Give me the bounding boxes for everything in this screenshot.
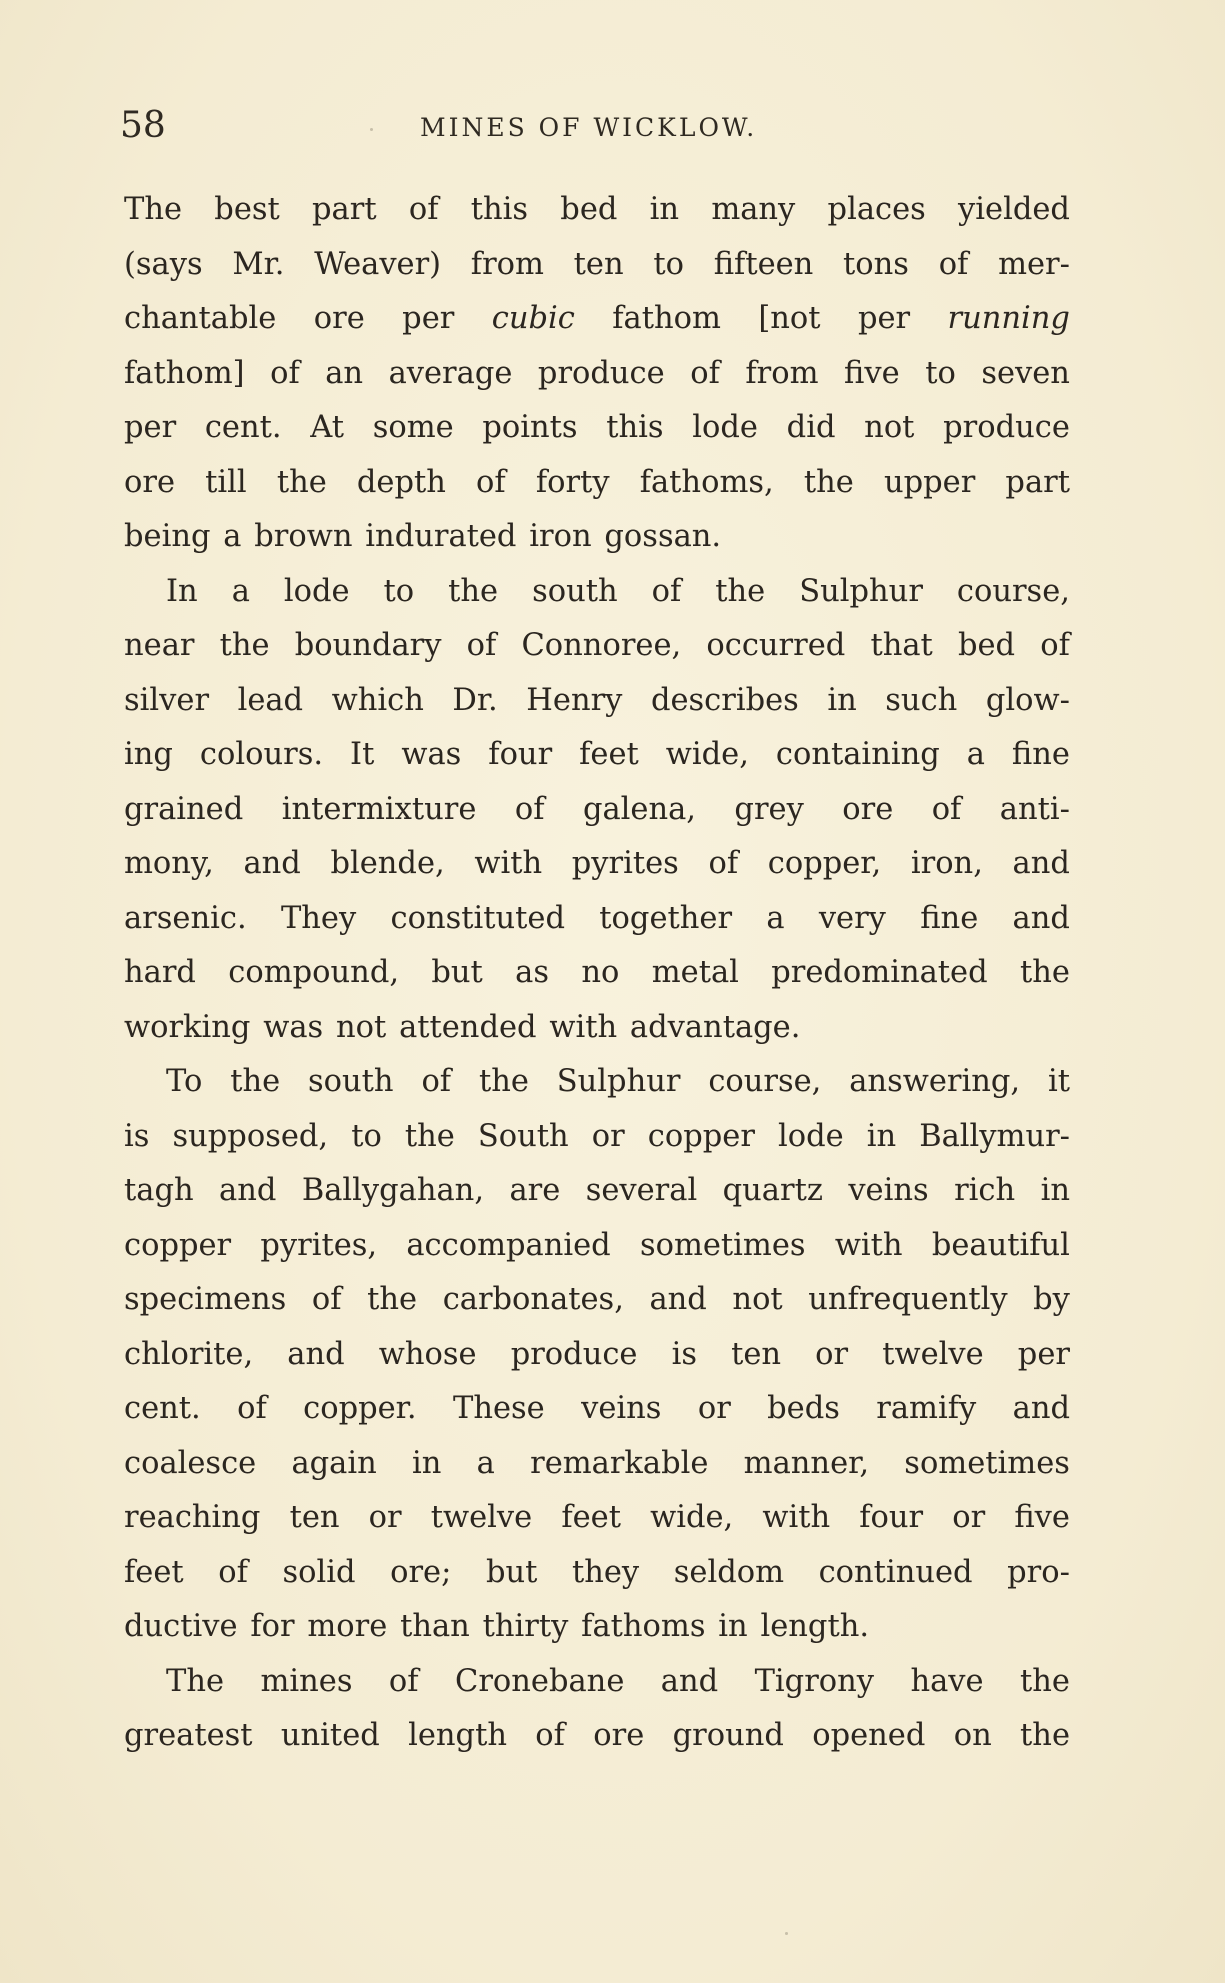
word: opened: [812, 1718, 926, 1753]
word: seven: [981, 355, 1070, 391]
word: on: [953, 1718, 992, 1753]
word: colours.: [199, 737, 324, 772]
word: anti-: [999, 791, 1070, 827]
word: again: [291, 1445, 377, 1481]
word: many: [711, 192, 796, 227]
word: of: [514, 791, 545, 827]
word: together: [599, 900, 733, 936]
word: fathoms: [581, 1609, 706, 1644]
word: points: [482, 410, 578, 445]
word: The: [124, 192, 183, 227]
word: depth: [356, 464, 446, 500]
word: not: [732, 1282, 783, 1317]
word: per: [402, 301, 455, 336]
word: in: [1040, 1173, 1070, 1208]
word: in: [866, 1118, 897, 1154]
word: produce: [510, 1336, 638, 1372]
word: lode: [692, 410, 758, 445]
word: The: [166, 1663, 225, 1699]
word: galena,: [582, 791, 696, 827]
text-line: [124, 238, 1070, 293]
word: mer-: [998, 246, 1070, 282]
word: These: [452, 1391, 545, 1426]
word: and: [287, 1336, 345, 1372]
text-line: [124, 565, 1070, 620]
text-line: [124, 1709, 1070, 1764]
text-line: [124, 347, 1070, 402]
word: with: [549, 1009, 618, 1045]
word: this: [606, 410, 664, 445]
text-line: [124, 292, 1070, 347]
word: accompanied: [406, 1227, 611, 1263]
word: such: [885, 682, 958, 718]
word: of: [270, 355, 300, 391]
word: whose: [378, 1336, 477, 1372]
text-line: [124, 1110, 1070, 1165]
word: Sulphur: [799, 573, 923, 609]
word: or: [697, 1391, 731, 1426]
word: it: [1047, 1064, 1070, 1099]
word: Ballymur-: [919, 1118, 1070, 1154]
word: silver: [124, 682, 210, 718]
word: bed: [957, 628, 1016, 663]
word: feet: [124, 1554, 184, 1590]
word: wide,: [665, 737, 749, 772]
word: cent.: [204, 410, 282, 445]
word: Mr.: [232, 246, 285, 282]
word: or: [368, 1500, 402, 1535]
word: working: [124, 1009, 251, 1045]
word: cubic: [491, 301, 575, 336]
word: copper: [647, 1118, 755, 1154]
word: South: [477, 1118, 569, 1154]
word: fine: [920, 900, 979, 936]
word: a: [766, 900, 785, 936]
word: ten: [289, 1500, 340, 1535]
word: they: [571, 1554, 640, 1590]
text-line: [124, 728, 1070, 783]
page-header: [120, 105, 1070, 155]
word: some: [372, 410, 454, 445]
word: best: [214, 192, 280, 227]
word: the: [478, 1064, 529, 1099]
word: not: [336, 1009, 387, 1045]
word: fine: [1011, 737, 1070, 772]
text-line: [124, 1655, 1070, 1710]
word: of: [1040, 628, 1070, 663]
word: feet: [561, 1500, 621, 1535]
word: iron: [529, 519, 592, 554]
word: of: [651, 573, 682, 609]
word: length: [408, 1718, 507, 1753]
word: of: [708, 846, 739, 881]
word: ore;: [390, 1554, 452, 1590]
word: intermixture: [281, 791, 477, 827]
word: forty: [535, 464, 610, 500]
paper-speck: [785, 1932, 788, 1935]
word: an: [325, 355, 364, 391]
word: copper,: [767, 846, 882, 881]
word: have: [910, 1663, 984, 1699]
word: a: [966, 737, 985, 772]
word: course,: [708, 1064, 822, 1099]
word: sometimes: [904, 1445, 1070, 1481]
word: At: [310, 410, 345, 445]
word: tagh: [124, 1173, 194, 1208]
word: ten: [731, 1336, 782, 1372]
word: to: [351, 1118, 382, 1154]
word: manner,: [743, 1445, 870, 1481]
text-line: [124, 892, 1070, 947]
word: cent.: [124, 1391, 201, 1426]
word: iron,: [910, 846, 983, 881]
word: a: [476, 1445, 495, 1481]
text-line: [124, 1273, 1070, 1328]
word: Ballygahan,: [301, 1173, 485, 1208]
word: of: [476, 464, 506, 500]
word: is: [671, 1336, 697, 1372]
word: to: [653, 246, 684, 282]
word: pyrites: [571, 846, 679, 881]
word: metal: [651, 955, 739, 990]
word: arsenic.: [124, 900, 247, 936]
word: containing: [775, 737, 940, 772]
word: gossan.: [604, 519, 722, 554]
word: of: [311, 1282, 342, 1317]
word: lead: [237, 682, 304, 718]
word: (says: [124, 246, 203, 282]
word: fathoms,: [639, 464, 774, 500]
word: and: [660, 1663, 719, 1699]
word: To: [166, 1064, 203, 1099]
word: a: [231, 573, 250, 609]
word: ore: [842, 791, 894, 827]
text-line: [124, 1001, 1070, 1056]
word: was: [401, 737, 462, 772]
word: hard: [124, 955, 196, 990]
word: but: [431, 955, 483, 990]
text-line: [124, 456, 1070, 511]
word: continued: [818, 1554, 973, 1590]
word: with: [834, 1227, 903, 1263]
word: upper: [883, 464, 976, 500]
word: feet: [579, 737, 639, 772]
word: a: [223, 519, 242, 554]
word: twelve: [430, 1500, 533, 1535]
word: ore: [124, 464, 175, 500]
word: grained: [124, 791, 244, 827]
word: the: [404, 1118, 455, 1154]
word: reaching: [124, 1500, 261, 1535]
word: very: [818, 900, 886, 936]
word: in: [718, 1609, 748, 1644]
word: carbonates,: [442, 1282, 624, 1317]
word: tons: [843, 246, 909, 282]
page-number: 58: [120, 105, 166, 146]
word: fathom: [612, 301, 721, 336]
word: or: [815, 1336, 849, 1372]
word: unfrequently: [808, 1282, 1008, 1317]
word: till: [205, 464, 247, 500]
word: remarkable: [530, 1445, 709, 1481]
word: Weaver): [314, 246, 442, 282]
word: blende,: [330, 846, 445, 881]
word: of: [938, 246, 969, 282]
word: as: [515, 955, 550, 990]
word: being: [124, 519, 211, 554]
word: per: [857, 301, 911, 336]
word: south: [308, 1064, 394, 1099]
word: to: [925, 355, 956, 391]
word: from: [470, 246, 544, 282]
word: [not: [758, 301, 821, 336]
word: seldom: [673, 1554, 785, 1590]
word: lode: [777, 1118, 844, 1154]
word: advantage.: [629, 1009, 801, 1045]
text-line: [124, 1382, 1070, 1437]
word: veins: [848, 1173, 929, 1208]
word: and: [649, 1282, 707, 1317]
word: united: [280, 1718, 380, 1753]
word: Sulphur: [556, 1064, 681, 1099]
word: fathom]: [124, 355, 245, 391]
text-line: [124, 946, 1070, 1001]
word: did: [786, 410, 836, 445]
text-line: [124, 1328, 1070, 1383]
word: and: [243, 846, 301, 881]
word: running: [947, 301, 1070, 336]
word: beds: [767, 1391, 840, 1426]
word: but: [485, 1554, 538, 1590]
body-text: [124, 183, 1070, 1764]
word: ten: [573, 246, 624, 282]
word: sometimes: [639, 1227, 806, 1263]
word: the: [367, 1282, 418, 1317]
word: lode: [283, 573, 350, 609]
word: no: [581, 955, 620, 990]
word: in: [412, 1445, 442, 1481]
text-line: [124, 1491, 1070, 1546]
word: per: [124, 410, 177, 445]
word: wide,: [650, 1500, 734, 1535]
word: mony,: [124, 846, 214, 881]
word: the: [715, 573, 766, 609]
word: attended: [399, 1009, 537, 1045]
word: not: [864, 410, 915, 445]
paper-speck: [370, 128, 373, 131]
word: bed: [560, 192, 618, 227]
word: the: [276, 464, 327, 500]
word: describes: [650, 682, 799, 718]
word: of: [421, 1064, 452, 1099]
word: places: [827, 192, 926, 227]
word: pyrites,: [260, 1227, 378, 1263]
word: Henry: [526, 682, 623, 718]
word: coalesce: [124, 1445, 257, 1481]
word: near: [124, 628, 195, 663]
word: mines: [260, 1663, 353, 1699]
word: the: [803, 464, 854, 500]
text-line: [124, 837, 1070, 892]
word: predominated: [771, 955, 988, 990]
word: quartz: [722, 1173, 823, 1208]
word: per: [1017, 1336, 1070, 1372]
word: part: [1005, 464, 1070, 500]
word: chlorite,: [124, 1336, 254, 1372]
word: course,: [956, 573, 1070, 609]
word: of: [237, 1391, 267, 1426]
text-line: [124, 1055, 1070, 1110]
word: the: [1019, 955, 1070, 990]
word: of: [535, 1718, 565, 1753]
word: and: [1012, 846, 1070, 881]
word: than: [400, 1609, 470, 1644]
word: five: [1014, 1500, 1070, 1535]
word: the: [230, 1064, 281, 1099]
word: the: [1020, 1718, 1070, 1753]
text-line: [124, 674, 1070, 729]
word: for: [250, 1609, 295, 1644]
word: copper.: [303, 1391, 417, 1426]
word: copper: [124, 1227, 232, 1263]
word: yielded: [958, 192, 1070, 227]
word: of: [690, 355, 720, 391]
word: glow-: [985, 682, 1070, 718]
word: ramify: [876, 1391, 977, 1426]
word: produce: [537, 355, 665, 391]
text-line: [124, 401, 1070, 456]
word: grey: [734, 791, 804, 827]
word: Cronebane: [455, 1663, 625, 1699]
word: thirty: [482, 1609, 569, 1644]
word: are: [509, 1173, 561, 1208]
word: produce: [943, 410, 1070, 445]
word: the: [448, 573, 499, 609]
word: indurated: [365, 519, 517, 554]
word: the: [1019, 1663, 1070, 1699]
word: with: [762, 1500, 831, 1535]
word: veins: [581, 1391, 662, 1426]
word: four: [859, 1500, 924, 1535]
word: answering,: [849, 1064, 1021, 1099]
word: length.: [760, 1609, 870, 1644]
text-line: [124, 1219, 1070, 1274]
running-head: MINES OF WICKLOW.: [420, 113, 758, 142]
word: average: [388, 355, 513, 391]
word: in: [649, 192, 680, 227]
word: of: [931, 791, 962, 827]
word: specimens: [124, 1282, 287, 1317]
word: part: [312, 192, 377, 227]
word: of: [218, 1554, 248, 1590]
word: of: [408, 192, 439, 227]
word: beautiful: [931, 1227, 1070, 1263]
text-line: [124, 510, 1070, 565]
word: of: [466, 628, 497, 663]
word: pro-: [1007, 1554, 1070, 1590]
word: greatest: [124, 1718, 253, 1753]
word: of: [388, 1663, 419, 1699]
text-line: [124, 1437, 1070, 1492]
word: ground: [672, 1718, 784, 1753]
word: by: [1033, 1282, 1070, 1317]
word: chantable: [124, 301, 277, 336]
word: from: [745, 355, 819, 391]
word: brown: [254, 519, 353, 554]
word: twelve: [882, 1336, 984, 1372]
word: and: [1012, 1391, 1070, 1426]
word: was: [263, 1009, 324, 1045]
word: ductive: [124, 1609, 238, 1644]
word: in: [827, 682, 857, 718]
word: occurred: [706, 628, 846, 663]
word: Dr.: [452, 682, 498, 718]
word: solid: [282, 1554, 356, 1590]
text-line: [124, 1600, 1070, 1655]
word: constituted: [390, 900, 565, 936]
word: or: [591, 1118, 625, 1154]
word: which: [331, 682, 424, 718]
word: boundary: [294, 628, 442, 663]
word: Tigrony: [754, 1663, 875, 1699]
word: compound,: [228, 955, 400, 990]
word: that: [870, 628, 933, 663]
text-line: [124, 1164, 1070, 1219]
word: Connoree,: [521, 628, 682, 663]
word: and: [219, 1173, 277, 1208]
word: In: [166, 573, 198, 609]
word: It: [350, 737, 375, 772]
word: five: [844, 355, 900, 391]
word: the: [219, 628, 270, 663]
word: fifteen: [713, 246, 814, 282]
word: this: [470, 192, 529, 227]
word: with: [474, 846, 543, 881]
word: and: [1012, 900, 1070, 936]
word: rich: [954, 1173, 1016, 1208]
word: ore: [593, 1718, 645, 1753]
word: four: [488, 737, 553, 772]
word: several: [585, 1173, 698, 1208]
word: or: [952, 1500, 986, 1535]
word: more: [307, 1609, 388, 1644]
text-line: [124, 183, 1070, 238]
word: ing: [124, 737, 173, 772]
word: to: [383, 573, 415, 609]
text-line: [124, 783, 1070, 838]
word: is: [124, 1118, 150, 1154]
word: supposed,: [172, 1118, 329, 1154]
word: ore: [313, 301, 365, 336]
word: They: [280, 900, 357, 936]
text-line: [124, 619, 1070, 674]
text-line: [124, 1546, 1070, 1601]
word: south: [532, 573, 618, 609]
